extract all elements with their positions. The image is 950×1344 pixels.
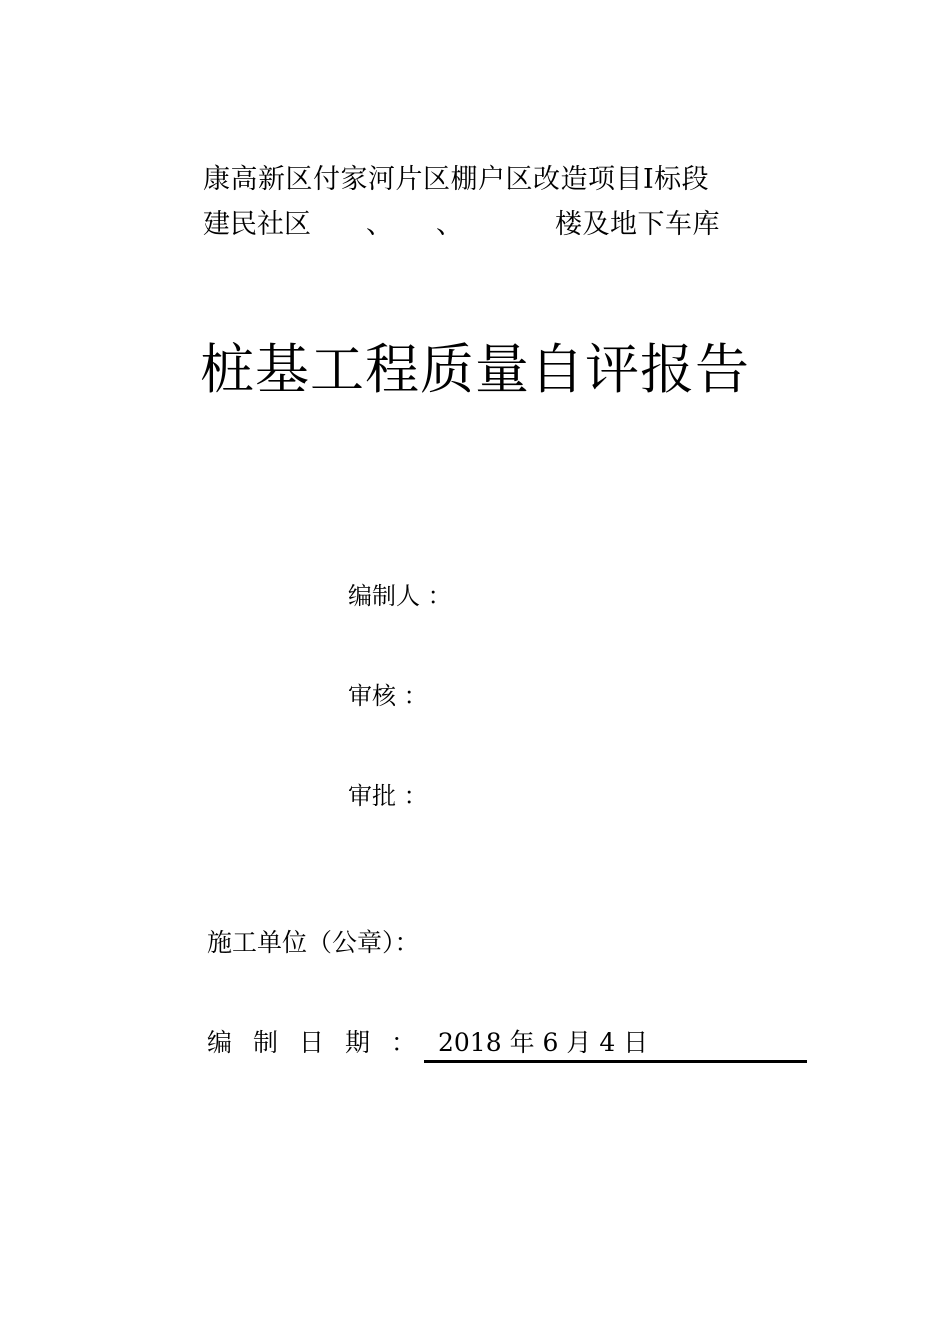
project-name-line-2-separator-1: 、: [366, 209, 393, 240]
document-title: 桩基工程质量自评报告: [200, 338, 750, 401]
approver-label: 审批 ：: [348, 782, 428, 810]
project-name-line-2-separator-2: 、: [436, 209, 463, 240]
date-label: 编制日期: [207, 1028, 392, 1057]
date-underline: [424, 1060, 807, 1063]
construction-unit-label: 施工单位（公章）：: [207, 928, 420, 957]
compiler-label: 编制人 ：: [348, 582, 452, 610]
project-name-line-2-building: 楼及地下车库: [555, 209, 720, 240]
date-colon: ：: [391, 1028, 417, 1057]
project-name-line-2-community: 建民社区: [203, 209, 311, 240]
date-value: 2018 年 6 月 4 日: [438, 1028, 649, 1057]
date-label-row: [207, 1027, 416, 1059]
project-name-line-1: 康高新区付家河片区棚户区改造项目Ⅰ标段: [203, 164, 710, 195]
reviewer-label: 审核 ：: [348, 682, 428, 710]
